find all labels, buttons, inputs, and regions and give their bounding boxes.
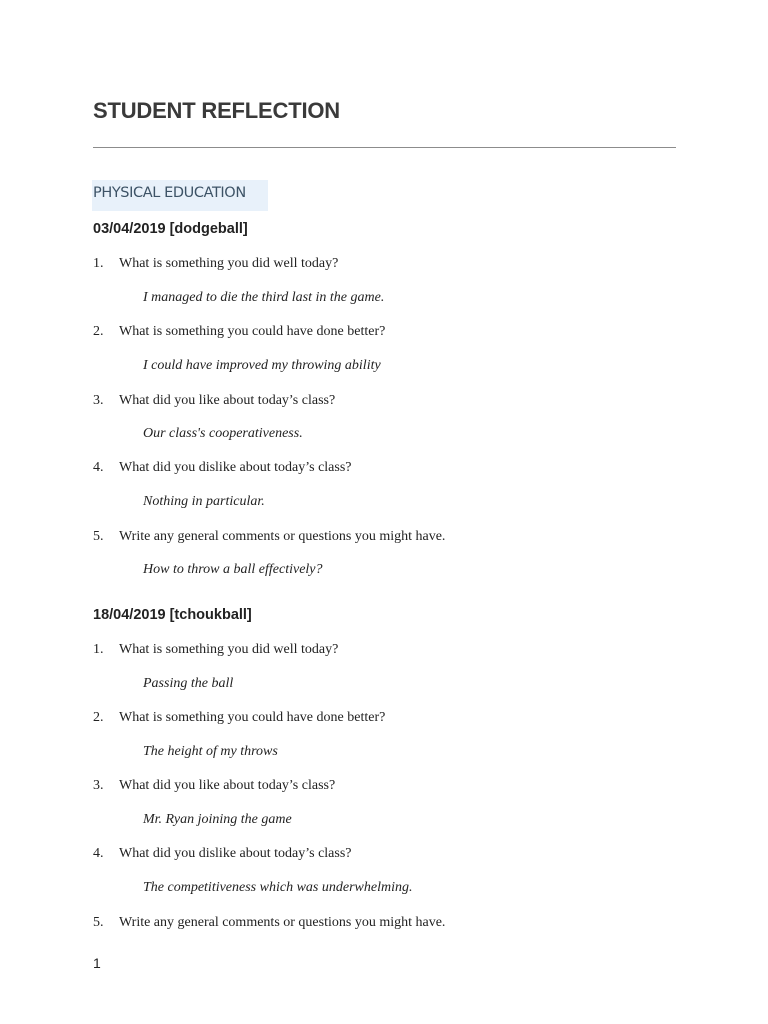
question-text: What did you dislike about today’s class? <box>119 846 352 861</box>
question-text: What is something you could have done better? <box>119 324 386 339</box>
answer-text: I managed to die the third last in the game. <box>143 290 385 305</box>
page-number: 1 <box>93 955 101 971</box>
question-number: 3. <box>93 393 104 408</box>
question-number: 1. <box>93 642 104 657</box>
subject-heading: PHYSICAL EDUCATION <box>92 180 268 211</box>
question-number: 5. <box>93 529 104 544</box>
question-item <box>93 778 335 794</box>
answer-text: Mr. Ryan joining the game <box>143 812 292 827</box>
session-date: 03/04/2019 [dodgeball] <box>93 221 248 237</box>
question-text: What is something you did well today? <box>119 642 339 657</box>
question-number: 4. <box>93 460 104 475</box>
question-item <box>93 324 385 340</box>
answer-text: Nothing in particular. <box>143 494 265 509</box>
question-item <box>93 460 352 476</box>
question-text: Write any general comments or questions you might have. <box>119 529 446 544</box>
answer-text: The competitiveness which was underwhelming. <box>143 880 413 895</box>
answer-text: Our class's cooperativeness. <box>143 426 303 441</box>
question-text: What is something you could have done better? <box>119 710 386 725</box>
question-item <box>93 710 385 726</box>
question-item <box>93 529 445 545</box>
question-item <box>93 642 338 658</box>
question-text: What is something you did well today? <box>119 256 339 271</box>
answer-text: Passing the ball <box>143 676 234 691</box>
question-item <box>93 256 338 272</box>
answer-text: The height of my throws <box>143 744 278 759</box>
question-item <box>93 393 335 409</box>
answer-text: I could have improved my throwing ability <box>143 358 381 373</box>
question-text: What did you dislike about today’s class? <box>119 460 352 475</box>
document-title: STUDENT REFLECTION <box>93 98 340 123</box>
question-number: 2. <box>93 324 104 339</box>
question-text: Write any general comments or questions you might have. <box>119 915 446 930</box>
session-date: 18/04/2019 [tchoukball] <box>93 607 252 623</box>
question-number: 2. <box>93 710 104 725</box>
question-text: What did you like about today’s class? <box>119 778 336 793</box>
answer-text: How to throw a ball effectively? <box>143 562 323 577</box>
question-number: 1. <box>93 256 104 271</box>
question-item <box>93 846 352 862</box>
question-number: 3. <box>93 778 104 793</box>
question-item <box>93 915 445 931</box>
question-number: 5. <box>93 915 104 930</box>
title-divider <box>93 147 676 148</box>
question-number: 4. <box>93 846 104 861</box>
question-text: What did you like about today’s class? <box>119 393 336 408</box>
